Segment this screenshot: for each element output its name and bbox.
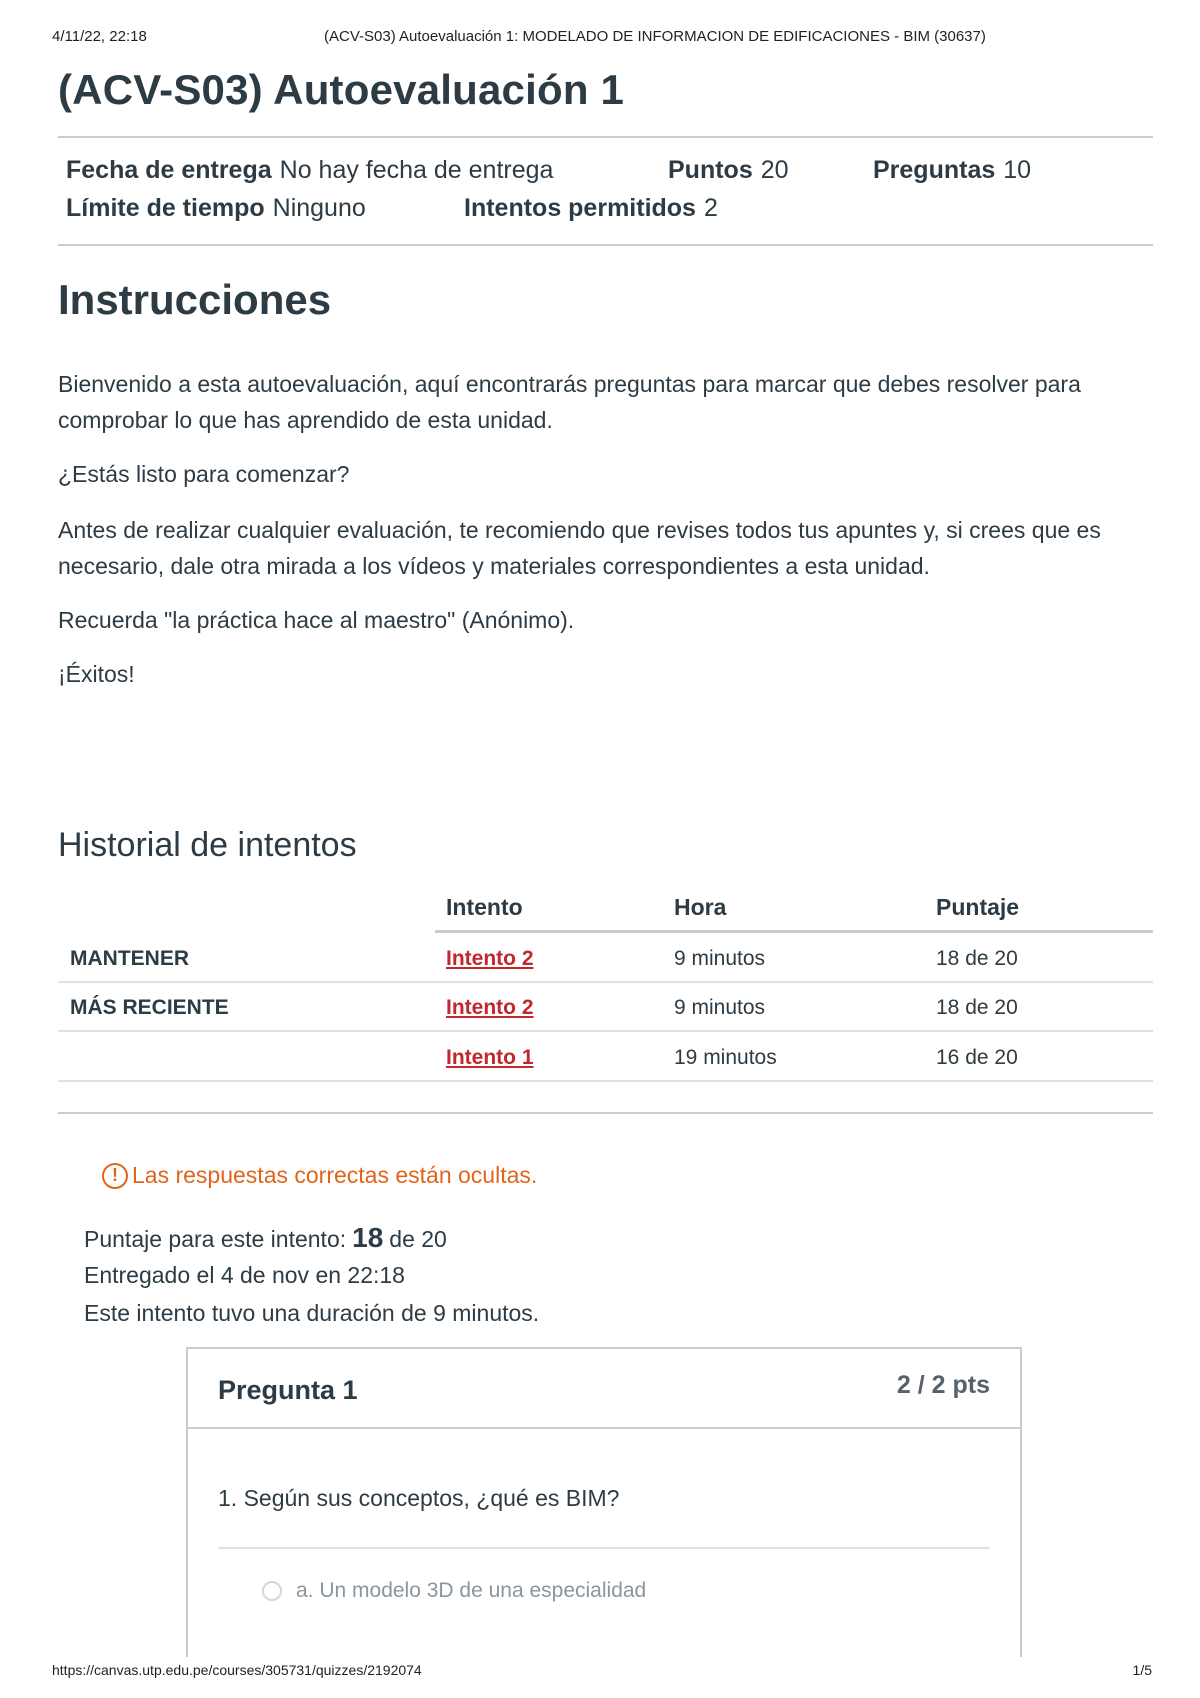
- due-date-detail: [66, 156, 553, 185]
- print-document-title: (ACV-S03) Autoevaluación 1: MODELADO DE INFORMACION DE EDIFICACIONES - BIM (30637): [324, 28, 986, 45]
- row-divider: [58, 1080, 1153, 1082]
- question-card: [186, 1347, 1022, 1657]
- row-divider: [58, 981, 1153, 983]
- attempts-detail: [464, 194, 718, 223]
- duration-line: Este intento tuvo una duración de 9 minutos.: [84, 1300, 540, 1326]
- answer-text: a. Un modelo 3D de una especialidad: [296, 1579, 647, 1602]
- hidden-answers-warning: [102, 1162, 537, 1189]
- attempt-link[interactable]: Intento 2: [446, 947, 534, 970]
- print-footer: [52, 1662, 1152, 1682]
- instructions-paragraph: ¡Éxitos!: [58, 661, 135, 687]
- attempt-score: 16 de 20: [936, 1046, 1018, 1069]
- instructions-paragraph: Bienvenido a esta autoevaluación, aquí encontrarás preguntas para marcar que debes resolver para comprobar lo que has aprendido de esta unidad.: [58, 371, 1081, 433]
- questions-value: 10: [1003, 156, 1032, 184]
- table-header-divider: [435, 930, 1153, 933]
- print-url: https://canvas.utp.edu.pe/courses/305731/quizzes/2192074: [52, 1662, 422, 1678]
- points-detail: [668, 156, 789, 185]
- attempt-score-line: [84, 1222, 447, 1254]
- instructions-heading: Instrucciones: [58, 276, 332, 323]
- attempt-score: 18 de 20: [936, 947, 1018, 970]
- submitted-line: Entregado el 4 de nov en 22:18: [84, 1262, 405, 1288]
- attempt-link[interactable]: Intento 1: [446, 1046, 534, 1069]
- points-label: Puntos: [668, 156, 753, 184]
- divider: [58, 136, 1153, 138]
- page-number: 1/5: [1132, 1662, 1152, 1678]
- attempt-time: 19 minutos: [674, 1046, 777, 1069]
- attempt-score: 18 de 20: [936, 996, 1018, 1019]
- instructions-paragraph: Recuerda "la práctica hace al maestro" (Anónimo).: [58, 607, 575, 633]
- radio-button: [262, 1581, 282, 1601]
- time-limit-detail: [66, 194, 366, 223]
- score-prefix: Puntaje para este intento:: [84, 1226, 347, 1252]
- questions-label: Preguntas: [873, 156, 996, 184]
- question-divider: [218, 1547, 990, 1549]
- score-suffix: de 20: [389, 1226, 447, 1252]
- question-header: [188, 1349, 1020, 1429]
- column-header-time: Hora: [674, 894, 727, 920]
- column-header-score: Puntaje: [936, 894, 1020, 920]
- questions-detail: [873, 156, 1031, 185]
- divider: [58, 244, 1153, 246]
- score-value: 18: [352, 1222, 384, 1253]
- attempt-history-heading: Historial de intentos: [58, 826, 357, 864]
- question-points: 2 / 2 pts: [896, 1371, 990, 1399]
- alert-circle-icon: !: [102, 1163, 128, 1189]
- time-limit-value: Ninguno: [272, 194, 366, 222]
- print-date: 4/11/22, 22:18: [52, 28, 147, 45]
- print-header: [52, 28, 1152, 48]
- row-divider: [58, 1030, 1153, 1032]
- due-date-value: No hay fecha de entrega: [279, 156, 554, 184]
- attempt-time: 9 minutos: [674, 947, 766, 970]
- answer-option: [262, 1579, 646, 1603]
- question-text: 1. Según sus conceptos, ¿qué es BIM?: [218, 1485, 620, 1511]
- attempt-time: 9 minutos: [674, 996, 766, 1019]
- column-header-attempt: Intento: [446, 894, 523, 920]
- divider: [58, 1112, 1153, 1114]
- time-limit-label: Límite de tiempo: [66, 194, 265, 222]
- due-date-label: Fecha de entrega: [66, 156, 272, 184]
- attempt-link[interactable]: Intento 2: [446, 996, 534, 1019]
- attempts-label: Intentos permitidos: [464, 194, 696, 222]
- points-value: 20: [760, 156, 789, 184]
- row-label: MÁS RECIENTE: [70, 996, 229, 1019]
- row-label: MANTENER: [70, 947, 189, 970]
- question-title: Pregunta 1: [218, 1375, 358, 1405]
- instructions-paragraph: ¿Estás listo para comenzar?: [58, 461, 350, 487]
- instructions-paragraph: Antes de realizar cualquier evaluación, te recomiendo que revises todos tus apuntes y, si crees que es necesario, dale otra mirada a los vídeos y materiales correspondientes a esta unidad.: [58, 517, 1101, 579]
- attempts-value: 2: [703, 194, 718, 222]
- warning-text: Las respuestas correctas están ocultas.: [132, 1162, 538, 1188]
- page-title: (ACV-S03) Autoevaluación 1: [58, 66, 625, 113]
